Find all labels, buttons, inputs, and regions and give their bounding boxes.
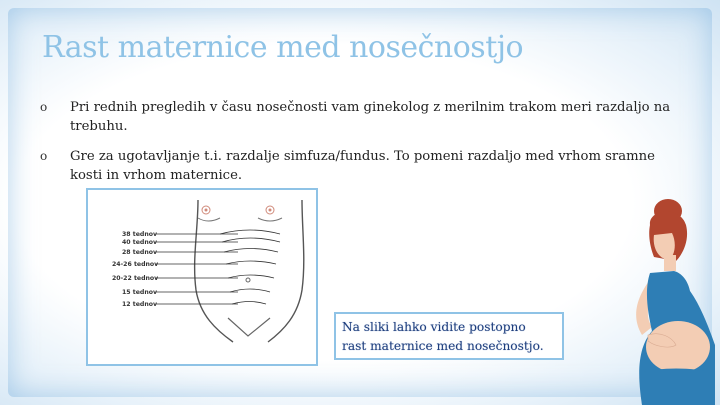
bullet-text: Pri rednih pregledih v času nosečnosti vam ginekolog z merilnim trakom meri razdaljo na trebuhu. [70,100,671,134]
bullet-item [40,98,680,136]
bullet-text: Gre za ugotavljanje t.i. razdalje simfuza/fundus. To pomeni razdaljo med vrhom sramne kosti in vrhom maternice. [70,149,655,183]
week-label: 15 tednov [122,289,158,296]
week-label: 28 tednov [122,249,158,256]
week-label: 20-22 tednov [112,275,159,282]
week-label: 40 tednov [122,239,158,246]
bullet-marker-icon: o [40,100,48,114]
slide-title: Rast maternice med nosečnostjo [42,30,524,65]
bullet-item [40,147,680,185]
week-label: 12 tednov [122,301,158,308]
pregnant-woman-illustration-icon [590,195,715,405]
caption-line: Na sliki lahko vidite postopno [342,320,526,334]
bullet-marker-icon: o [40,149,48,163]
torso-diagram-icon [88,190,316,364]
week-label: 38 tednov [122,231,158,238]
week-label: 24-26 tednov [112,261,159,268]
caption-line: rast maternice med nosečnostjo. [342,339,544,353]
uterus-growth-diagram [86,188,318,366]
bullet-list [40,98,680,196]
caption-box [334,312,564,360]
